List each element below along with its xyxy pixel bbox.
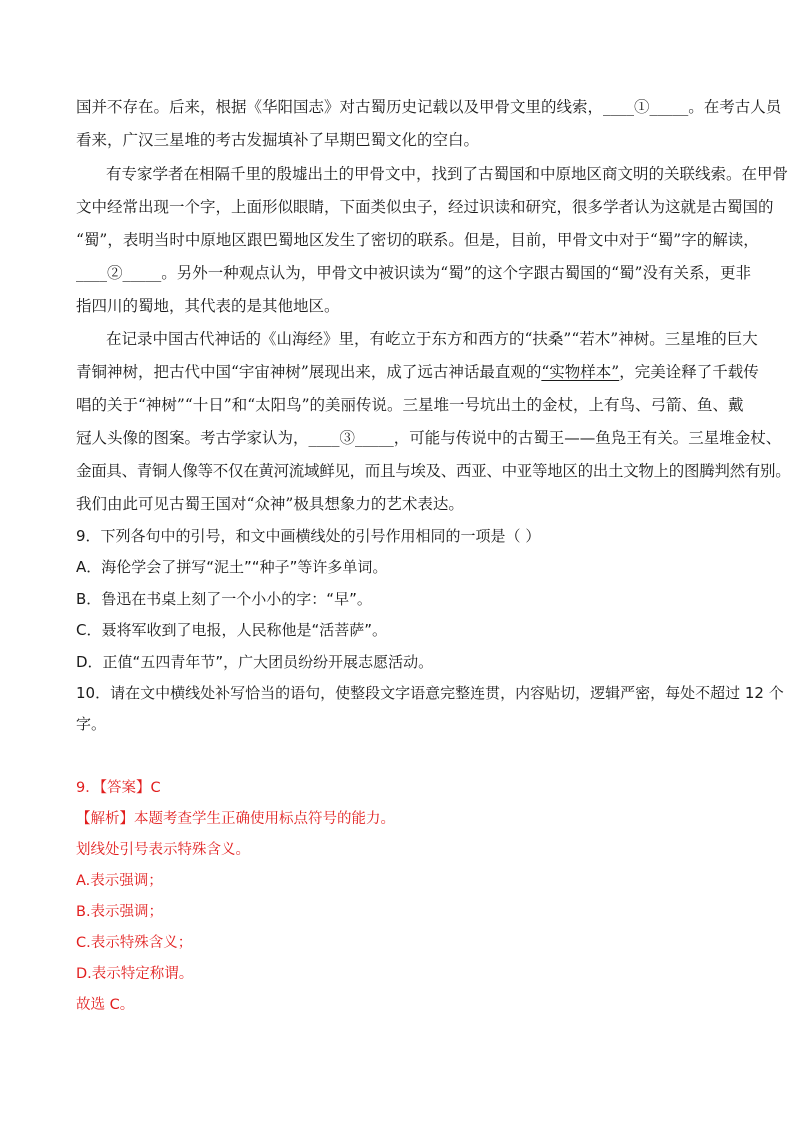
passage-line: 指四川的蜀地，其代表的是其他地区。 — [76, 297, 340, 315]
passage-text: ，可能与传说中的古蜀王——鱼凫王有关。三星堆金杖、 — [393, 429, 782, 447]
answer-a: A.表示强调； — [76, 873, 163, 889]
passage-text: 。另外一种观点认为，甲骨文中被识读为“蜀”的这个字跟古蜀国的“蜀”没有关系，更非 — [161, 264, 751, 282]
passage-text: 。在考古人员 — [688, 98, 782, 116]
answer-analysis: 【解析】本题考查学生正确使用标点符号的能力。 — [76, 811, 395, 827]
passage-line: “蜀”，表明当时中原地区跟巴蜀地区发生了密切的联系。但是，目前，甲骨文中对于“蜀”字的解读， — [76, 231, 759, 249]
option-a: A．海伦学会了拼写“泥土”“种子”等许多单词。 — [76, 558, 388, 576]
passage-line — [76, 362, 759, 382]
answer-title: 9．【答案】C — [76, 780, 161, 796]
question-9: 9．下列各句中的引号，和文中画横线处的引号作用相同的一项是（ ） — [76, 527, 541, 545]
underlined-phrase: “实物样本” — [541, 363, 620, 381]
passage-line: 看来，广汉三星堆的考古发掘填补了早期巴蜀文化的空白。 — [76, 131, 480, 149]
passage-line — [76, 263, 751, 283]
passage-line: 我们由此可见古蜀王国对“众神”极具想象力的艺术表达。 — [76, 495, 464, 513]
passage-line: 唱的关于“神树”“十日”和“太阳鸟”的美丽传说。三星堆一号坑出土的金杖，上有鸟、弓箭、鱼、戴 — [76, 396, 744, 414]
passage-line: 文中经常出现一个字，上面形似眼睛，下面类似虫子，经过识读和研究，很多学者认为这就是古蜀国的 — [76, 198, 774, 216]
passage-text: 国并不存在。后来，根据《华阳国志》对古蜀历史记载以及甲骨文里的线索， — [76, 98, 604, 116]
passage-line: 有专家学者在相隔千里的殷墟出土的甲骨文中，找到了古蜀国和中原地区商文明的关联线索。在甲骨 — [106, 165, 789, 183]
passage-text: 冠人头像的图案。考古学家认为， — [76, 429, 309, 447]
passage-line — [76, 428, 781, 448]
passage-text: ，完美诠释了千载传 — [619, 363, 759, 381]
option-b: B．鲁迅在书桌上刻了一个小小的字：“早”。 — [76, 590, 372, 608]
option-d: D．正值“五四青年节”，广大团员纷纷开展志愿活动。 — [76, 653, 434, 671]
question-10-continued: 字。 — [76, 715, 107, 733]
blank-2: ____②_____ — [76, 264, 162, 282]
passage-line: 金面具、青铜人像等不仅在黄河流域鲜见，而且与埃及、西亚、中亚等地区的出土文物上的图腾判然有别。 — [76, 462, 791, 480]
option-c: C．聂将军收到了电报，人民称他是“活菩萨”。 — [76, 621, 388, 639]
blank-3: ____③_____ — [308, 429, 394, 447]
passage-line: 在记录中国古代神话的《山海经》里，有屹立于东方和西方的“扶桑”“若木”神树。三星堆的巨大 — [106, 330, 758, 348]
answer-d: D.表示特定称谓。 — [76, 966, 194, 982]
blank-1: ____①_____ — [603, 98, 689, 116]
passage-text: 青铜神树，把古代中国“宇宙神树”展现出来，成了远古神话最直观的 — [76, 363, 542, 381]
answer-b: B.表示强调； — [76, 904, 164, 920]
passage-line — [76, 97, 781, 117]
question-10: 10．请在文中横线处补写恰当的语句，使整段文字语意完整连贯，内容贴切，逻辑严密，每处不超过 12 个 — [76, 684, 784, 702]
answer-choice: 故选 C。 — [76, 997, 135, 1013]
answer-note: 划线处引号表示特殊含义。 — [76, 842, 250, 858]
answer-c: C.表示特殊含义； — [76, 935, 193, 951]
